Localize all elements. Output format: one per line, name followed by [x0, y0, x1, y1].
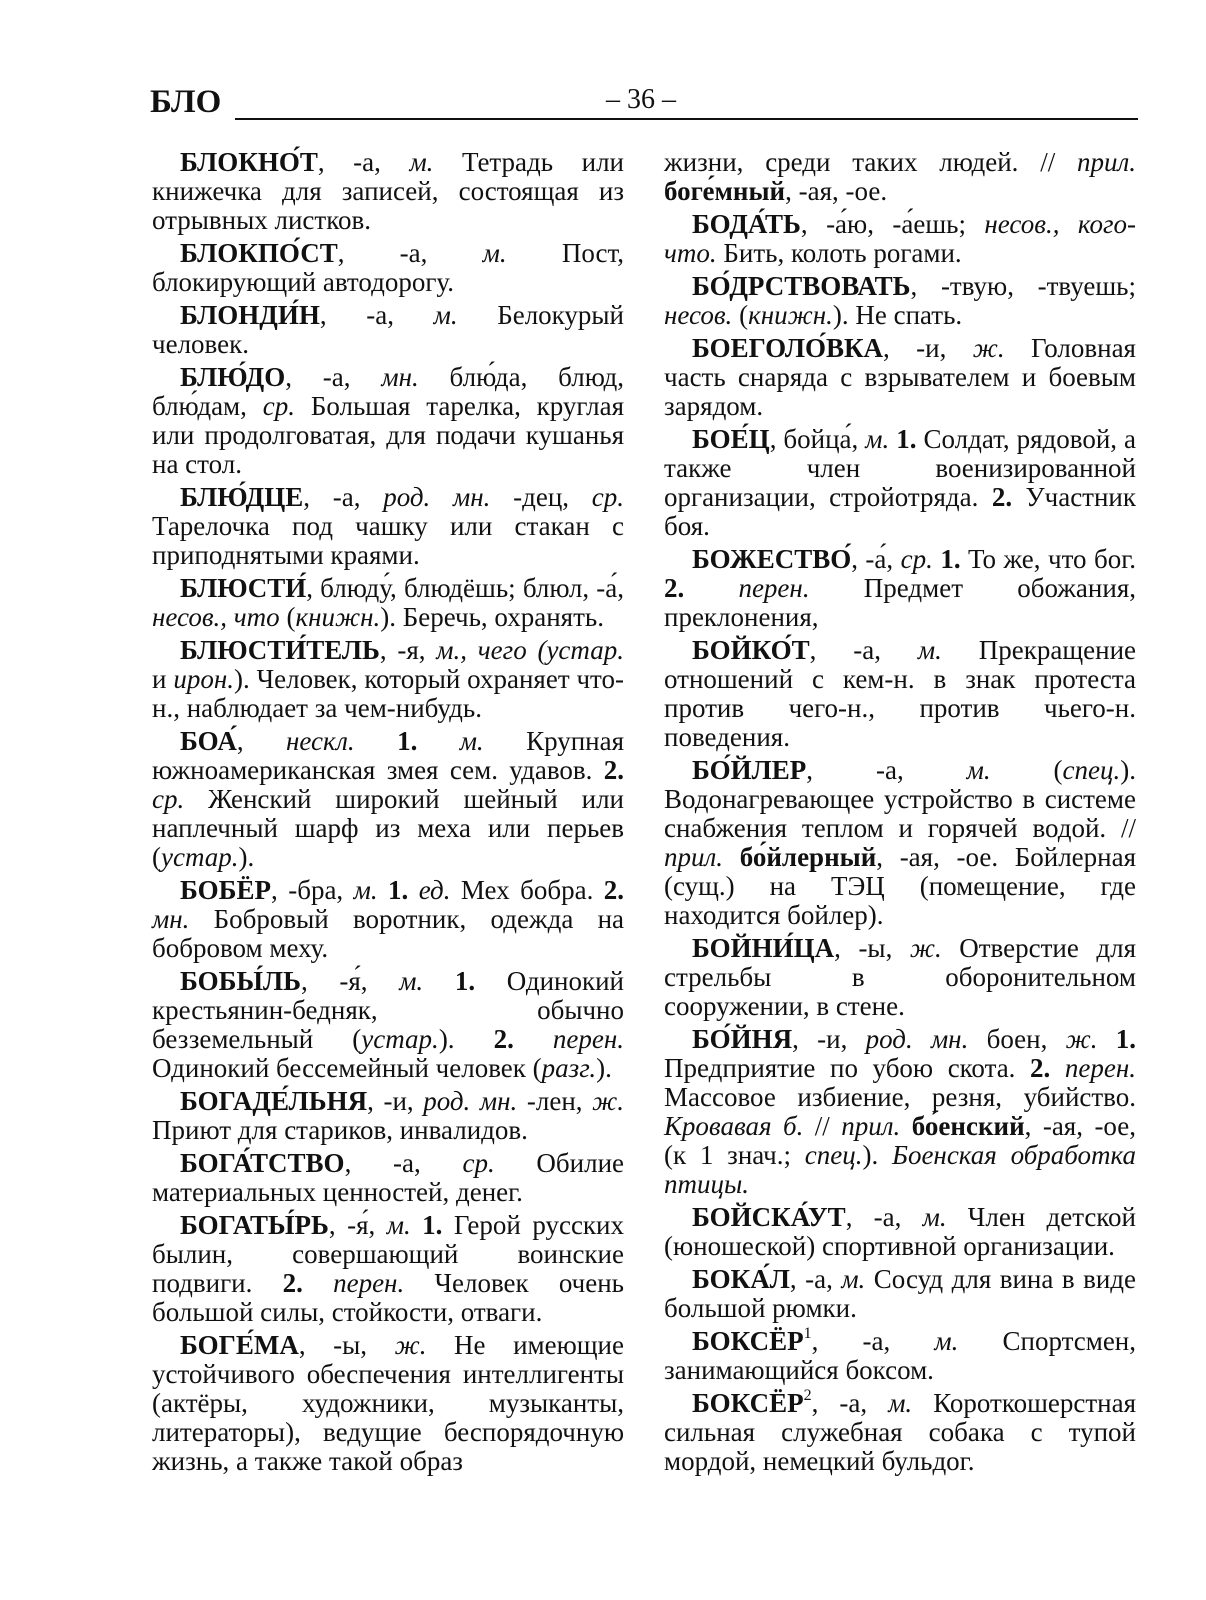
grammar-label: род. мн. [383, 482, 491, 512]
dictionary-entry [664, 1389, 1136, 1476]
dictionary-entry [152, 876, 624, 963]
emphasis: 1. [422, 1210, 443, 1240]
entry-text: , -я, [379, 635, 437, 665]
entry-text: Белокурый человек. [152, 300, 624, 359]
dictionary-entry [152, 483, 624, 570]
grammar-label: мн. [152, 904, 190, 934]
grammar-label: перен. [738, 573, 810, 603]
header-rule [150, 118, 1138, 120]
entry-text [1050, 1053, 1065, 1083]
headword: БОГА́ТСТВО [180, 1148, 345, 1178]
headword: БОГАТЫ́РЬ [180, 1210, 329, 1240]
emphasis: 1. [1115, 1024, 1137, 1054]
entry-text: Прекращение отношений с кем-н. в знак протеста против чего-н., против чьего-н. поведения. [664, 635, 1136, 752]
right-column [664, 148, 1136, 1480]
entry-text: , -я́, [301, 966, 400, 996]
entry-text [411, 1210, 422, 1240]
entry-text: // [803, 1111, 842, 1141]
entry-text: , -а, [319, 300, 434, 330]
headword: БЛОКПО́СТ [180, 238, 338, 268]
emphasis: 2. [664, 573, 685, 603]
grammar-label: м. [433, 300, 458, 330]
dictionary-entry [152, 967, 624, 1083]
entry-text: , -и, [367, 1086, 424, 1116]
entry-text: , -а, [845, 1202, 923, 1232]
grammar-label: род. мн. [423, 1086, 518, 1116]
entry-text [723, 842, 740, 872]
entry-text: , -бра, [271, 875, 354, 905]
entry-text [408, 875, 418, 905]
emphasis: 2. [282, 1268, 303, 1298]
grammar-label: мн. [381, 362, 419, 392]
grammar-label: м. [922, 1202, 947, 1232]
dictionary-entry [664, 1203, 1136, 1261]
headword: БОЕ́Ц [692, 424, 770, 454]
entry-text: , -ая, -ое. [785, 176, 888, 206]
headword: БО́ДРСТВОВАТЬ [692, 271, 911, 301]
entry-text: То же, что бог. [960, 544, 1136, 574]
grammar-label: ср. [152, 784, 185, 814]
entry-text: , -а, [789, 1264, 842, 1294]
emphasis: 1. [454, 966, 476, 996]
entry-text: Одинокий бессемейный человек ( [152, 1053, 542, 1083]
headword: БО́ЙНЯ [692, 1024, 793, 1054]
headword: БОА́ [180, 726, 237, 756]
entry-text: блю́да, блюд, блю́дам, [152, 362, 624, 421]
page-header [150, 82, 1138, 126]
entry-text: Участник боя. [664, 482, 1136, 541]
entry-text [355, 726, 397, 756]
grammar-label: ср. [462, 1148, 495, 1178]
dictionary-entry [152, 301, 624, 359]
entry-text: Герой русских былин, совершающий воинские подвиги. [152, 1210, 624, 1298]
entry-text [303, 1268, 333, 1298]
page-number: – 36 – [594, 82, 688, 118]
headword: БОЙКО́Т [692, 635, 810, 665]
grammar-label: м. [399, 966, 424, 996]
entry-text: Одинокий крестьянин-бедняк, обычно безземельный ( [152, 966, 624, 1054]
homonym-index: 1 [803, 1325, 812, 1342]
grammar-label: спец. [1062, 755, 1121, 785]
entry-text [684, 573, 738, 603]
emphasis: 1. [397, 726, 418, 756]
dictionary-entry [664, 272, 1136, 330]
entry-text: Мех бобра. [450, 875, 604, 905]
entry-text: Солдат, рядовой, а также член военизированной организации, стройотряда. [664, 424, 1136, 512]
emphasis: бо́енский [911, 1111, 1025, 1141]
entry-text: Бить, колоть рогами. [716, 238, 962, 268]
entry-text: , -ая, -ое, (к 1 знач.; [664, 1111, 1136, 1170]
entry-text: , -ая, -ое. Бойлерная (сущ.) на ТЭЦ (помещение, где находится бойлер). [664, 842, 1137, 930]
emphasis: бо́йлерный [739, 842, 877, 872]
emphasis: 2. [1030, 1053, 1051, 1083]
grammar-label: ср. [262, 391, 295, 421]
grammar-label: м. [934, 1326, 959, 1356]
entry-text [378, 875, 388, 905]
dictionary-entry [152, 363, 624, 479]
entry-text: ). Не спать. [832, 300, 963, 330]
dictionary-entry [664, 545, 1136, 632]
headword: БОКСЁР [692, 1388, 804, 1418]
entry-text: ). Водонагревающее устройство в системе снабжения теплом и горячей водой. // [664, 755, 1136, 843]
guide-word: БЛО [150, 82, 235, 122]
dictionary-entry [664, 1025, 1136, 1199]
entry-text: жизни, среди таких людей. // [664, 147, 1077, 177]
entry-text: , -а, [303, 482, 384, 512]
grammar-label: м. [841, 1264, 866, 1294]
entry-text: и [152, 664, 174, 694]
entry-text [514, 1024, 553, 1054]
entry-text: , -а, [811, 1326, 935, 1356]
entry-text: , -а́, [851, 544, 901, 574]
grammar-label: несов., кого-что. [664, 209, 1136, 268]
entry-text: ( [990, 755, 1063, 785]
emphasis: 2. [991, 482, 1013, 512]
grammar-label: перен. [552, 1024, 624, 1054]
entry-text: ( [279, 602, 296, 632]
grammar-label: книжн. [748, 300, 833, 330]
grammar-label: ж. [909, 933, 942, 963]
entry-text: , -а, [285, 362, 382, 392]
grammar-label: устар. [161, 842, 239, 872]
dictionary-entry [664, 334, 1136, 421]
dictionary-entry [664, 934, 1136, 1021]
entry-text: Сосуд для вина в виде большой рюмки. [664, 1264, 1136, 1323]
entry-text: , -ы, [834, 933, 910, 963]
grammar-label: м. [482, 238, 507, 268]
entry-text: , -а, [337, 238, 483, 268]
emphasis: 1. [896, 424, 917, 454]
entry-text: , -ы, [298, 1330, 395, 1360]
entry-text [423, 966, 455, 996]
entry-text: -дец, [490, 482, 592, 512]
dictionary-entry [664, 636, 1136, 752]
grammar-label: ср. [900, 544, 933, 574]
entry-text: Не имеющие устойчивого обеспечения интеллигенты (актёры, художники, музыканты, литераторы), ведущие беспорядочную жизнь, а также такой образ [152, 1330, 624, 1476]
entry-text: ). [862, 1140, 893, 1170]
dictionary-entry [152, 1211, 624, 1327]
dictionary-entry [664, 1327, 1136, 1385]
dictionary-entry [152, 239, 624, 297]
headword: БЛОНДИ́Н [180, 300, 320, 330]
emphasis: 2. [603, 875, 625, 905]
entry-text: Обилие материальных ценностей, денег. [152, 1148, 625, 1207]
entry-text: Массовое избиение, резня, убийство. [664, 1082, 1136, 1112]
grammar-label: ж. [394, 1330, 427, 1360]
entry-text: , -а́ю, -а́ешь; [800, 209, 985, 239]
dictionary-entry [152, 1149, 624, 1207]
grammar-label: спец. [804, 1140, 863, 1170]
emphasis: 2. [603, 755, 624, 785]
homonym-index: 2 [803, 1387, 812, 1404]
grammar-label: несов. [664, 300, 733, 330]
grammar-label: м. [459, 726, 484, 756]
grammar-label: м. [888, 1388, 913, 1418]
entry-text: , [236, 726, 286, 756]
dictionary-entry [664, 148, 1136, 206]
grammar-label: м. [409, 147, 434, 177]
grammar-label: Кровавая б. [664, 1111, 804, 1141]
headword: БЛОКНО́Т [180, 147, 318, 177]
entry-text: боен, [968, 1024, 1066, 1054]
entry-text: Короткошерстная сильная служебная собака с тупой мордой, немецкий бульдог. [664, 1388, 1136, 1476]
grammar-label: устар. [361, 1024, 439, 1054]
headword: БОЖЕСТВО́ [692, 544, 852, 574]
emphasis: 2. [493, 1024, 514, 1054]
headword: БО́ЙЛЕР [692, 755, 807, 785]
headword: БЛЮ́ДЦЕ [180, 482, 304, 512]
grammar-label: прил. [664, 842, 724, 872]
entry-text: Тетрадь или книжечка для записей, состоящая из отрывных листков. [152, 147, 624, 235]
headword: БОБЫ́ЛЬ [180, 966, 301, 996]
entry-text: Головная часть снаряда с взрывателем и боевым зарядом. [664, 333, 1136, 421]
entry-text: , -а, [344, 1148, 463, 1178]
entry-text: ). [438, 1024, 494, 1054]
emphasis: 1. [388, 875, 409, 905]
entry-text: , блюду́, блюдёшь; блюл, -а́, [306, 573, 624, 603]
dictionary-entry [152, 574, 624, 632]
headword: БОЙСКА́УТ [692, 1202, 846, 1232]
headword: БЛЮСТИ́ТЕЛЬ [180, 635, 380, 665]
grammar-label: разг. [541, 1053, 597, 1083]
entry-text: Бобровый воротник, одежда на бобровом меху. [152, 904, 624, 963]
grammar-label: ж. [1065, 1024, 1098, 1054]
entry-text: Отверстие для стрельбы в оборонительном сооружении, в стене. [664, 933, 1136, 1021]
headword: БОБЁР [180, 875, 272, 905]
entry-text: ). [238, 842, 255, 872]
entry-text: Приют для стариков, инвалидов. [152, 1115, 528, 1145]
grammar-label: прил. [841, 1111, 901, 1141]
headword: БОЙНИ́ЦА [692, 933, 835, 963]
grammar-label: перен. [1064, 1053, 1136, 1083]
entry-text: ). Человек, который охраняет что-н., наблюдает за чем-нибудь. [152, 664, 624, 723]
grammar-label: м. [865, 424, 890, 454]
entry-text: Спортсмен, занимающийся боксом. [664, 1326, 1136, 1385]
entry-text [900, 1111, 911, 1141]
grammar-label: перен. [333, 1268, 405, 1298]
entry-text: , -я́, [328, 1210, 387, 1240]
grammar-label: м., чего (устар. [436, 635, 624, 665]
entry-text: ( [732, 300, 749, 330]
grammar-label: род. мн. [865, 1024, 969, 1054]
dictionary-entry [152, 636, 624, 723]
entry-text: Крупная южноамериканская змея сем. удавов. [152, 726, 625, 785]
grammar-label: м. [966, 755, 991, 785]
dictionary-entry [152, 727, 624, 872]
grammar-label: нескл. [285, 726, 355, 756]
grammar-label: ед. [418, 875, 451, 905]
entry-text: Женский широкий шейный или наплечный шарф из меха или перьев ( [152, 784, 624, 872]
grammar-label: Боенская обработка птицы. [664, 1140, 1136, 1199]
headword: БОКА́Л [692, 1264, 790, 1294]
headword: БОГЕ́МА [180, 1330, 299, 1360]
grammar-label: м. [917, 635, 942, 665]
entry-text: , бойца́, [769, 424, 866, 454]
entry-text: Тарелочка под чашку или стакан с приподнятыми краями. [152, 511, 624, 570]
dictionary-entry [152, 148, 624, 235]
grammar-label: ж. [592, 1086, 624, 1116]
grammar-label: ирон. [173, 664, 234, 694]
headword: БЛЮСТИ́ [180, 573, 307, 603]
grammar-label: ж. [972, 333, 1005, 363]
dictionary-entry [664, 210, 1136, 268]
entry-text: Предмет обожания, преклонения, [664, 573, 1136, 632]
headword: БОКСЁР [692, 1326, 804, 1356]
grammar-label: прил. [1076, 147, 1136, 177]
entry-text: , -и, [883, 333, 973, 363]
grammar-label: несов., что [152, 602, 280, 632]
dictionary-entry [152, 1331, 624, 1476]
dictionary-entry [664, 756, 1136, 930]
headword: БОГАДЕ́ЛЬНЯ [180, 1086, 368, 1116]
grammar-label: м. [386, 1210, 411, 1240]
entry-text: ). [596, 1053, 612, 1083]
entry-text: ). Беречь, охранять. [380, 602, 604, 632]
headword: БОЕГОЛО́ВКА [692, 333, 884, 363]
headword: БЛЮ́ДО [180, 362, 286, 392]
emphasis: боге́мный [664, 176, 786, 206]
left-column [152, 148, 624, 1480]
entry-text: Член детской (юношеской) спортивной организации. [664, 1202, 1136, 1261]
entry-text: , -а, [811, 1388, 889, 1418]
entry-text: , -а, [809, 635, 918, 665]
dictionary-entry [152, 1087, 624, 1145]
headword: БОДА́ТЬ [692, 209, 801, 239]
entry-text: , -твую, -твуешь; [910, 271, 1136, 301]
dictionary-entry [664, 425, 1136, 541]
entry-text [417, 726, 459, 756]
emphasis: 1. [940, 544, 961, 574]
grammar-label: м. [353, 875, 378, 905]
dictionary-entry [664, 1265, 1136, 1323]
entry-text [1098, 1024, 1116, 1054]
entry-text: Человек очень большой силы, стойкости, отваги. [152, 1268, 624, 1327]
entry-text: Предприятие по убою скота. [664, 1053, 1031, 1083]
entry-text: Большая тарелка, круглая или продолговатая, для подачи кушанья на стол. [152, 391, 624, 479]
grammar-label: ср. [591, 482, 624, 512]
entry-text: , -а, [806, 755, 967, 785]
entry-text: , -и, [792, 1024, 866, 1054]
entry-text: Пост, блокирующий автодорогу. [152, 238, 624, 297]
entry-text: , -а, [317, 147, 410, 177]
entry-text: -лен, [517, 1086, 593, 1116]
grammar-label: книжн. [295, 602, 381, 632]
